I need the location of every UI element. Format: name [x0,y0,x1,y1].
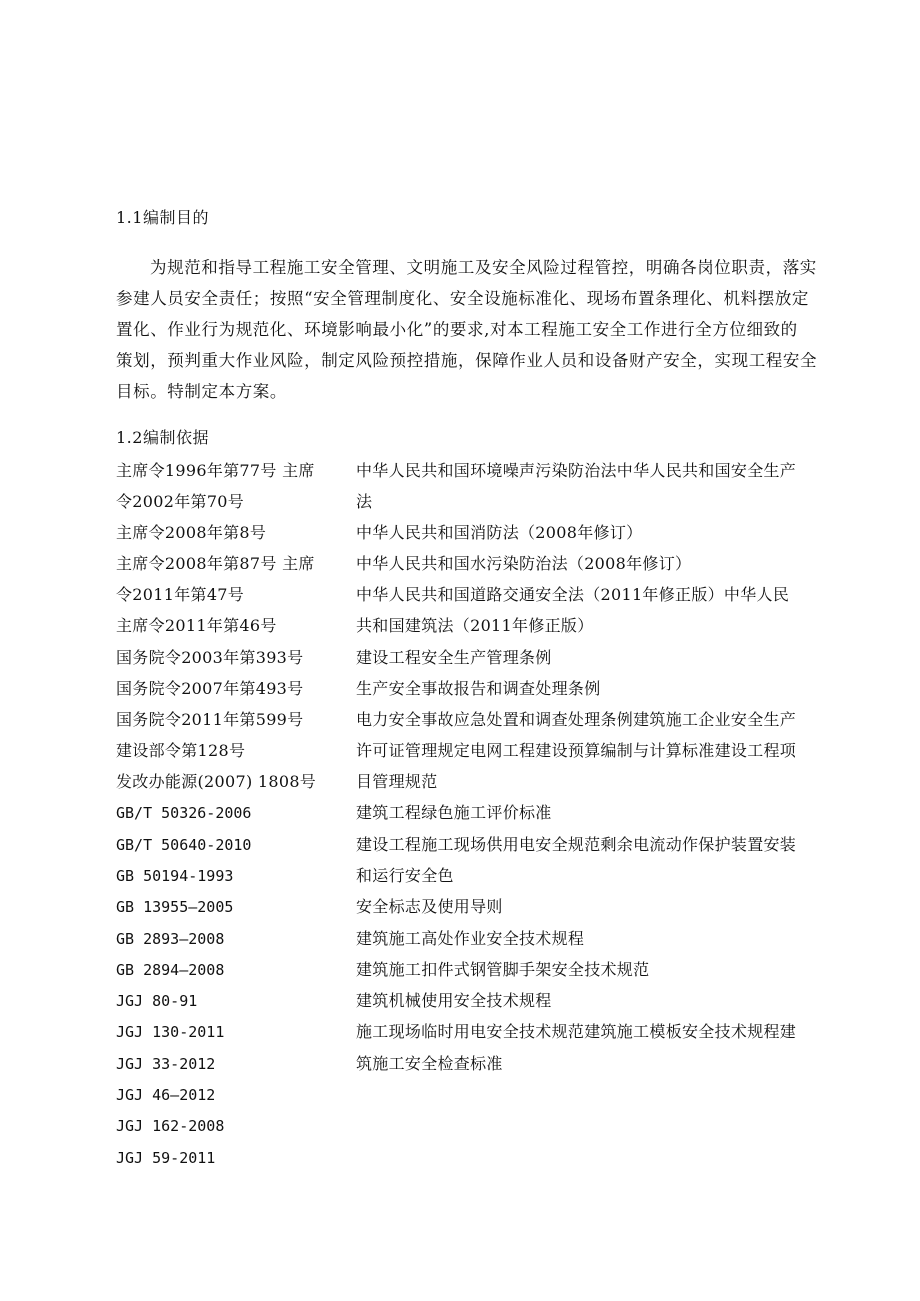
reference-code: GB 2893—2008 [116,930,225,948]
reference-title: 生产安全事故报告和调查处理条例 [356,679,601,698]
reference-code: GB 50194-1993 [116,867,234,885]
reference-code: 主席令2008年第8号 [116,523,267,542]
reference-title: 建筑机械使用安全技术规程 [356,991,552,1010]
section-heading-basis: 1.2编制依据 [116,428,209,447]
reference-code: JGJ 59-2011 [116,1149,216,1167]
reference-title: 电力安全事故应急处置和调查处理条例建筑施工企业安全生产 [356,710,797,729]
reference-code: GB/T 50640-2010 [116,836,252,854]
reference-code: GB/T 50326-2006 [116,804,252,822]
section-heading-purpose: 1.1编制目的 [116,208,209,227]
reference-code: 令2002年第70号 [116,492,245,511]
reference-code: JGJ 33-2012 [116,1055,216,1073]
reference-code: 主席令2008年第87号 主席 [116,554,315,573]
paragraph-line: 目标。特制定本方案。 [116,382,287,401]
reference-code: 主席令2011年第46号 [116,616,277,635]
reference-code: GB 2894—2008 [116,961,225,979]
reference-title: 安全标志及使用导则 [356,897,503,916]
reference-code: GB 13955—2005 [116,898,234,916]
paragraph-line: 参建人员安全责任；按照“安全管理制度化、安全设施标准化、现场布置条理化、机料摆放定 [116,289,810,308]
reference-title: 建筑工程绿色施工评价标准 [356,803,552,822]
reference-title: 法 [356,492,373,511]
reference-title: 建筑施工高处作业安全技术规程 [356,929,585,948]
reference-code: 令2011年第47号 [116,585,245,604]
reference-title: 建设工程安全生产管理条例 [356,648,552,667]
reference-code: JGJ 162-2008 [116,1117,225,1135]
reference-title: 和运行安全色 [356,866,454,885]
reference-title: 施工现场临时用电安全技术规范建筑施工模板安全技术规程建 [356,1022,797,1041]
reference-title: 中华人民共和国道路交通安全法（2011年修正版）中华人民 [356,585,790,604]
reference-code: JGJ 130-2011 [116,1023,225,1041]
reference-title: 共和国建筑法（2011年修正版） [356,616,594,635]
paragraph-line: 置化、作业行为规范化、环境影响最小化”的要求,对本工程施工安全工作进行全方位细致的 [116,320,798,339]
reference-title: 建设工程施工现场供用电安全规范剩余电流动作保护装置安装 [356,835,797,854]
reference-title: 建筑施工扣件式钢管脚手架安全技术规范 [356,960,650,979]
reference-title: 中华人民共和国环境噪声污染防治法中华人民共和国安全生产 [356,461,797,480]
reference-code: 主席令1996年第77号 主席 [116,461,315,480]
reference-code: 国务院令2011年第599号 [116,710,304,729]
reference-code: 国务院令2003年第393号 [116,648,304,667]
reference-title: 中华人民共和国水污染防治法（2008年修订） [356,554,692,573]
reference-code: JGJ 80-91 [116,992,198,1010]
reference-title: 目管理规范 [356,772,438,791]
reference-code: 建设部令第128号 [116,741,246,760]
reference-title: 中华人民共和国消防法（2008年修订） [356,523,643,542]
reference-title: 许可证管理规定电网工程建设预算编制与计算标准建设工程项 [356,741,797,760]
reference-code: 发改办能源(2007) 1808号 [116,772,317,791]
paragraph-line: 策划，预判重大作业风险，制定风险预控措施，保障作业人员和设备财产安全，实现工程安全 [116,351,818,370]
reference-code: JGJ 46—2012 [116,1086,216,1104]
reference-code: 国务院令2007年第493号 [116,679,304,698]
paragraph-line: 为规范和指导工程施工安全管理、文明施工及安全风险过程管控，明确各岗位职责，落实 [150,258,817,277]
reference-title: 筑施工安全检查标准 [356,1054,503,1073]
